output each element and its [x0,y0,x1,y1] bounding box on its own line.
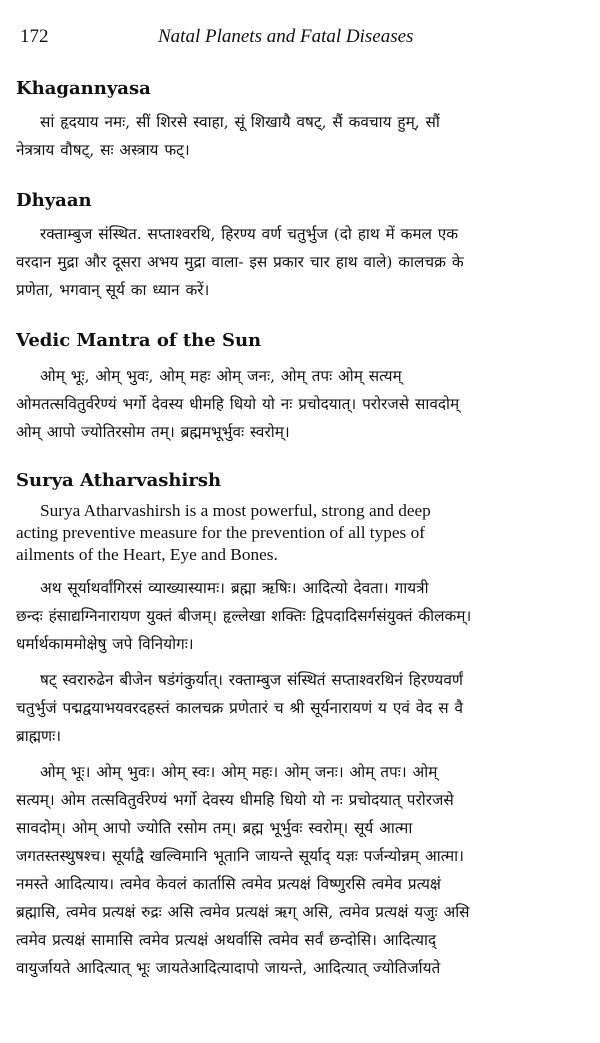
text-line: चतुर्भुजं पद्मद्वयाभयवरदहस्तं कालचक्र प्रणेतारं च श्री सूर्यनारायणं य एवं वेद स वै [16,699,464,717]
paragraph [16,362,586,446]
section-heading: Khagannyasa [16,78,151,99]
text-line: ओम् भूः, ओम् भुवः, ओम् महः ओम् जनः, ओम् तपः ओम् सत्यम् [40,367,402,385]
text-line: Surya Atharvashirsh is a most powerful, strong and deep [40,501,431,520]
text-line: सावदोम्। ओम् आपो ज्योति रसोम तम्। ब्रह्म भूर्भुवः स्वरोम्। सूर्य आत्मा [16,819,413,837]
paragraph [16,220,586,304]
text-line: नेत्रत्राय वौषट्, सः अस्त्राय फट्। [16,141,190,159]
text-line: ओम् भूः। ओम् भुवः। ओम् स्वः। ओम् महः। ओम् जनः। ओम् तपः। ओम् [40,763,438,781]
text-line: प्रणेता, भगवान् सूर्य का ध्यान करें। [16,281,210,299]
text-line: छन्दः हंसाद्यग्निनारायण युक्तं बीजम्। हृल्लेखा शक्तिः द्विपदादिसर्गसंयुक्तं कीलकम्। [16,607,472,625]
text-line: ब्रह्मासि, त्वमेव प्रत्यक्षं रुद्रः असि त्वमेव प्रत्यक्षं ऋग् असि, त्वमेव प्रत्यक्षं यजुः असि [16,903,470,921]
text-line: ओम् आपो ज्योतिरसोम तम्। ब्रह्ममभूर्भुवः स्वरोम्। [16,423,290,441]
english-paragraph [16,500,586,566]
text-line: ओमतत्सवितुर्वरेण्यं भर्गो देवस्य धीमहि धियो यो नः प्रचोदयात्। परोरजसे सावदोम् [16,395,460,413]
page-number: 172 [20,26,49,47]
text-line: वायुर्जायते आदित्यात् भूः जायतेआदित्यादापो जायन्ते, आदित्यात् ज्योतिर्जायते [16,959,441,977]
text-line: नमस्ते आदित्याय। त्वमेव केवलं कार्तासि त्वमेव प्रत्यक्षं विष्णुरसि त्वमेव प्रत्यक्षं [16,875,441,893]
text-line: acting preventive measure for the prevention of all types of [16,523,425,542]
text-line: धर्मार्थकाममोक्षेषु जपे विनियोगः। [16,635,194,653]
section-dhyaan [16,190,586,304]
paragraph [16,108,586,164]
text-line: वरदान मुद्रा और दूसरा अभय मुद्रा वाला- इस प्रकार चार हाथ वाले) कालचक्र के [16,253,464,271]
section-heading: Dhyaan [16,190,92,211]
page-header [20,26,585,50]
text-line: त्वमेव प्रत्यक्षं सामासि त्वमेव प्रत्यक्षं अथर्वासि त्वमेव सर्वं छन्दोसि। आदित्याद् [16,931,437,949]
section-heading: Vedic Mantra of the Sun [16,330,262,351]
text-line: अथ सूर्याथर्वांगिरसं व्याख्यास्यामः। ब्रह्मा ऋषिः। आदित्यो देवता। गायत्री [40,579,429,597]
text-line: जगतस्तस्थुषश्च। सूर्याद्वै खल्विमानि भूतानि जायन्ते सूर्याद् यज्ञः पर्जन्योन्नम् आत्मा। [16,847,464,865]
paragraph [16,666,586,750]
text-line: षट् स्वरारुढेन बीजेन षडंगंकुर्यात्। रक्ताम्बुज संस्थितं सप्ताश्वरथिनं हिरण्यवर्णं [40,671,463,689]
text-line: रक्ताम्बुज संस्थित. सप्ताश्वरथि, हिरण्य वर्ण चतुर्भुज (दो हाथ में कमल एक [40,225,459,243]
running-title: Natal Planets and Fatal Diseases [158,26,414,47]
paragraph [16,574,586,658]
section-heading: Surya Atharvashirsh [16,470,222,491]
paragraph [16,758,586,982]
text-line: सां हृदयाय नमः, सीं शिरसे स्वाहा, सूं शिखायै वषट्, सैं कवचाय हुम्, सौं [40,113,440,131]
text-line: ailments of the Heart, Eye and Bones. [16,545,278,564]
section-vedic-mantra [16,330,586,446]
section-khagannyasa [16,78,586,164]
text-line: सत्यम्। ओम तत्सवितुर्वरेण्यं भर्गो देवस्य धीमहि धियो यो नः प्रचोदयात् परोरजसे [16,791,454,809]
text-line: ब्राह्मणः। [16,727,62,745]
section-surya-atharvashirsh [16,470,586,982]
